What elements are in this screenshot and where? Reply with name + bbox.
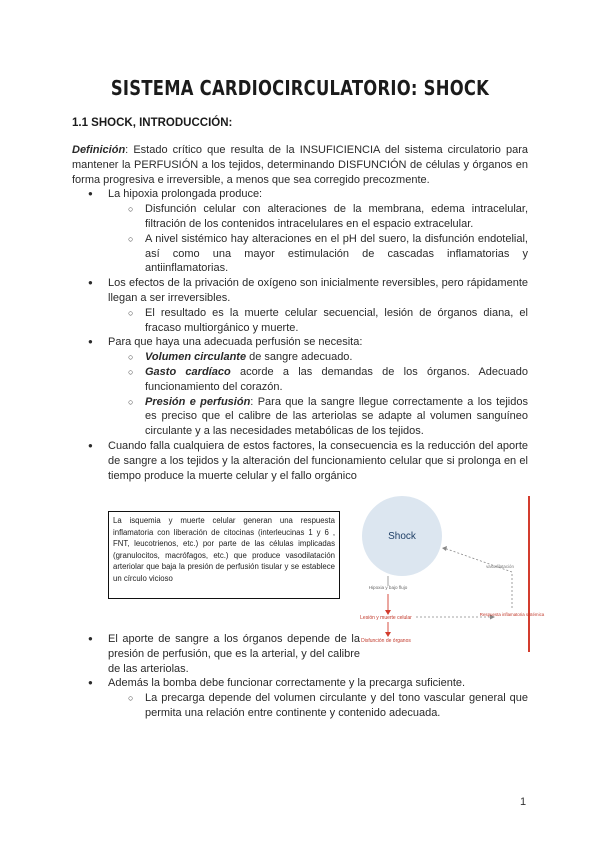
main-bullet-list	[72, 187, 528, 483]
sub-list-item	[108, 365, 528, 395]
main-content	[72, 143, 528, 483]
figure-text-box: La isquemia y muerte celular generan una respuesta inflamatoria con liberación de citocinas (interleucinas 1 y 6 , FNT, leucotrienos, etc.) por parte de las células implicadas (granulocitos, macrófagos, etc.) que produce vasodilatación arteriolar que baja la presión de perfusión tisular y se establece un círculo vicioso	[108, 511, 340, 599]
sub-item-bold: Volumen circulante	[145, 351, 247, 364]
sub-item-text: acorde a las demandas de los órganos. Adecuado funcionamiento del corazón.	[145, 365, 528, 393]
list-item: ● Cuando falla cualquiera de estos factores, la consecuencia es la reducción del aporte de sangre a los tejidos y la alteración del funcionamiento celular que si prolonga en el tiempo produce la muerte celular y el fallo orgánico	[72, 439, 528, 483]
page-number: 1	[520, 796, 527, 808]
page-title: SISTEMA CARDIOCIRCULATORIO: SHOCK	[110, 76, 490, 100]
sub-item-bold: Presión e perfusión	[145, 395, 251, 408]
left-node-label: Hipoxia y bajo flujo	[368, 585, 408, 590]
list-item	[72, 335, 528, 439]
sub-list-item	[108, 395, 528, 439]
list-item	[72, 276, 528, 335]
definition-paragraph	[72, 143, 528, 187]
loop-label: vasodilatación	[486, 564, 514, 569]
sub-list-item: ○ A nivel sistémico hay alteraciones en el pH del suero, la disfunción endotelial, así como una mayor estimulación de cascadas inflamatorias y antiinflamatorias.	[108, 232, 528, 276]
section-heading: 1.1 SHOCK, INTRODUCCIÓN:	[72, 117, 233, 129]
list-item	[72, 187, 528, 276]
sub-list-item: ○ Disfunción celular con alteraciones de la membrana, edema intracelular, filtración de los contenidos intracelulares en el espacio extracelular.	[108, 202, 528, 232]
after-bullet-list	[72, 632, 528, 721]
sub-list-item: ○ El resultado es la muerte celular secuencial, lesión de órganos diana, el fracaso multiorgánico y muerte.	[108, 306, 528, 336]
sub-list-item: ○ La precarga depende del volumen circulante y del tono vascular general que permita una relación entre continente y contenido adecuada.	[108, 691, 528, 721]
sub-list	[108, 306, 528, 336]
definition-text: : Estado crítico que resulta de la INSUFICIENCIA del sistema circulatorio para mantener la PERFUSIÓN a los tejidos, determinando DISFUNCIÓN de células y órganos en forma progresiva e irreversible, a menos que sea corregido precozmente.	[72, 144, 528, 186]
bullet-text: Los efectos de la privación de oxígeno son inicialmente reversibles, pero rápidamente llegan a ser irreversibles.	[108, 277, 528, 304]
bullet-text: La hipoxia prolongada produce:	[108, 188, 263, 201]
list-item: ● El aporte de sangre a los órganos depende de la presión de perfusión, que es la arterial, y del calibre de las arteriolas.	[72, 632, 528, 676]
list-item	[72, 676, 528, 720]
sub-item-text: : Para que la sangre llegue correctamente a los tejidos es preciso que el calibre de las arteriolas se adapte al volumen sanguíneo circulante y a las necesidades metabólicas de los tejidos.	[145, 395, 528, 438]
sub-list	[108, 350, 528, 439]
figure	[108, 496, 545, 652]
bottom-node-label: Disfunción de órganos	[361, 638, 411, 644]
sub-list	[108, 691, 528, 721]
right-node-label: Respuesta inflamatoria sistémica	[479, 612, 545, 617]
after-figure-content	[72, 632, 528, 721]
bullet-text: Para que haya una adecuada perfusión se necesita:	[108, 336, 363, 349]
shock-diagram	[352, 496, 545, 652]
shock-label: Shock	[388, 531, 416, 542]
bullet-text: Además la bomba debe funcionar correctamente y la precarga suficiente.	[108, 677, 466, 690]
definition-label: Definición	[72, 144, 126, 156]
sub-list	[108, 202, 528, 276]
sub-item-bold: Gasto cardíaco	[145, 365, 231, 378]
sub-list-item	[108, 350, 528, 365]
mid-node-label: Lesión y muerte celular	[360, 615, 412, 621]
sub-item-text: de sangre adecuado.	[246, 351, 353, 364]
